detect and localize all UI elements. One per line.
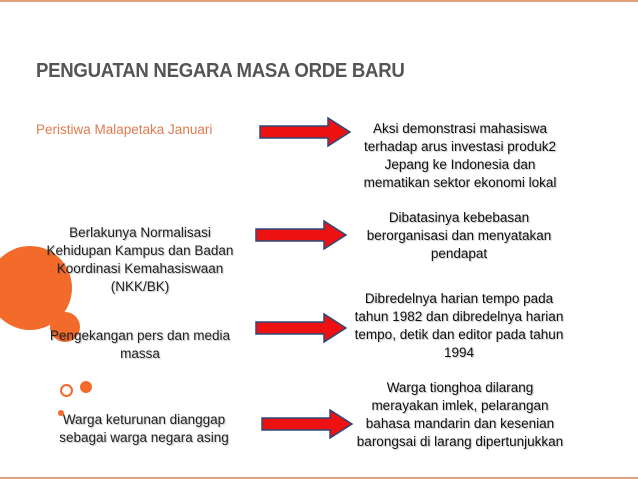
decor-circle-outline <box>60 384 73 397</box>
row4-cause-line: sebagai warga negara asing <box>59 430 229 445</box>
row3-effect <box>350 290 568 362</box>
row2-effect-line: berorganisasi dan menyatakan <box>366 228 552 243</box>
slide-title: PENGUATAN NEGARA MASA ORDE BARU <box>36 60 405 82</box>
row2-cause-line: Kehidupan Kampus dan Badan <box>46 243 234 258</box>
row3-arrow <box>256 314 346 342</box>
row3-cause-line: massa <box>120 346 160 361</box>
row4-effect-line: bahasa mandarin dan kesenian <box>365 416 555 431</box>
row2-cause-line: (NKK/BK) <box>110 279 170 294</box>
row4-effect-line: Warga tionghoa dilarang <box>386 380 534 395</box>
row1-effect <box>355 120 565 192</box>
row1-arrow <box>260 118 350 146</box>
row3-cause <box>40 327 240 363</box>
row3-effect-line: 1994 <box>443 345 475 360</box>
row4-cause-line: Warga keturunan dianggap <box>62 412 226 427</box>
row2-cause-line: Berlakunya Normalisasi <box>69 225 211 240</box>
row3-cause-line: Pengekangan pers dan media <box>49 328 231 343</box>
row4-effect-line: barongsai di larang dipertunjukkan <box>356 434 564 449</box>
row1-cause-text: Peristiwa Malapetaka Januari <box>36 122 213 137</box>
decor-circle-small <box>80 381 92 393</box>
row1-effect-line: mematikan sektor ekonomi lokal <box>363 175 557 190</box>
top-border <box>0 0 638 2</box>
row3-effect-line: tahun 1982 dan dibredelnya harian <box>354 309 564 324</box>
row1-effect-line: Jepang ke Indonesia dan <box>384 157 536 172</box>
row2-cause-line: Koordinasi Kemahasiswaan <box>56 261 224 276</box>
row1-effect-line: Aksi demonstrasi mahasiswa <box>372 121 548 136</box>
row4-cause <box>44 411 244 447</box>
row2-effect-line: Dibatasinya kebebasan <box>388 210 530 225</box>
row2-arrow <box>256 221 346 249</box>
row1-cause <box>36 121 256 139</box>
row3-effect-line: Dibredelnya harian tempo pada <box>364 291 554 306</box>
row4-arrow <box>262 410 352 438</box>
row4-effect-line: merayakan imlek, pelarangan <box>371 398 549 413</box>
row2-effect-line: pendapat <box>430 246 488 261</box>
row2-effect <box>352 209 566 263</box>
row4-effect <box>352 379 568 451</box>
row3-effect-line: tempo, detik dan editor pada tahun <box>354 327 564 342</box>
row1-effect-line: terhadap arus investasi produk2 <box>363 139 557 154</box>
row2-cause <box>40 224 240 296</box>
